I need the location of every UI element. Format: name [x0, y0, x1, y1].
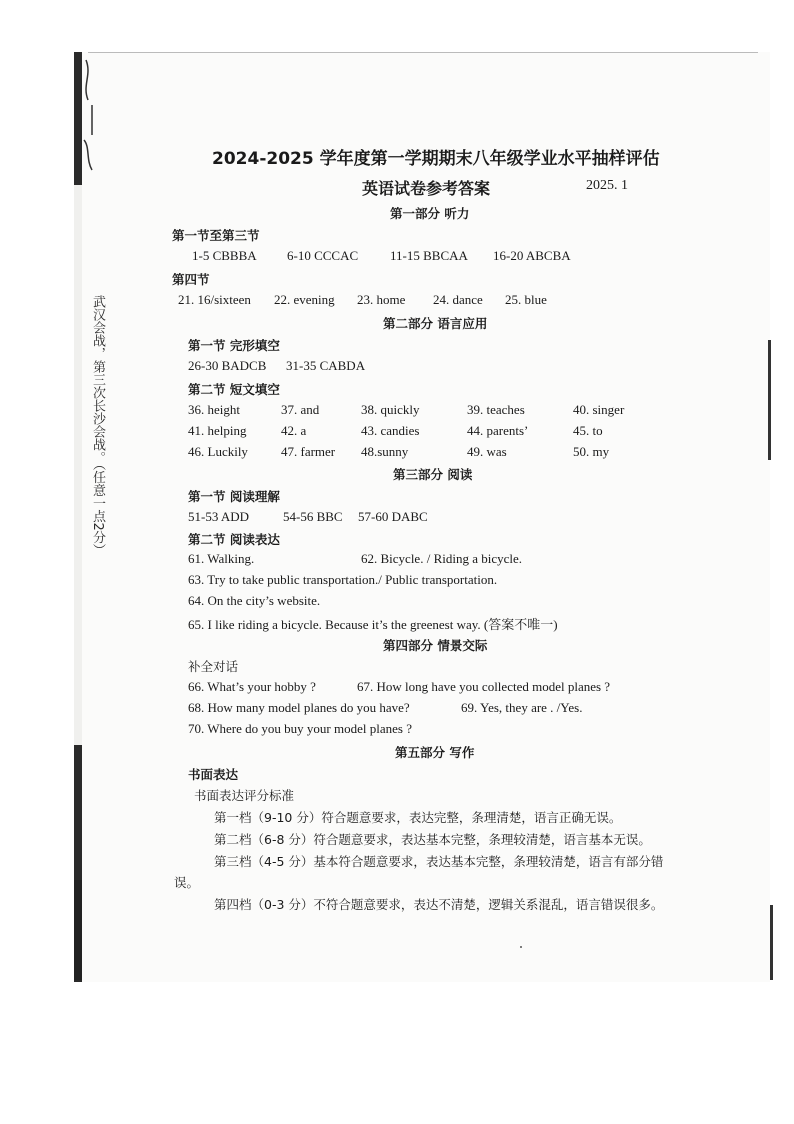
- answer-item: 63. Try to take public transportation./ Public transportation.: [188, 572, 498, 587]
- answer-item: 23. home: [357, 292, 406, 307]
- scan-left-edge-bottom: [74, 880, 82, 980]
- grade-criterion: 第三档（4-5 分）基本符合题意要求，表达基本完整，条理较清楚，语言有部分错: [214, 854, 664, 869]
- page-top-edge: [88, 52, 758, 53]
- answer-item: 49. was: [467, 444, 507, 459]
- part4-section-label: 补全对话: [188, 659, 239, 674]
- part1-heading: 第一部分 听力: [390, 206, 470, 221]
- grade-criterion: 第四档（0-3 分）不符合题意要求，表达不清楚，逻辑关系混乱，语言错误很多。: [214, 897, 664, 912]
- answer-group: 1-5 CBBBA: [192, 248, 257, 263]
- answer-item: 22. evening: [274, 292, 335, 307]
- part1-section4-label: 第四节: [172, 272, 210, 287]
- part5-heading: 第五部分 写作: [395, 745, 475, 760]
- answer-group: 11-15 BBCAA: [390, 248, 468, 263]
- scan-left-edge-light: [74, 185, 82, 745]
- side-bleed-text: 武汉会战，第三次长沙会战。（任意一点2分）: [90, 295, 105, 557]
- part4-heading: 第四部分 情景交际: [383, 638, 488, 653]
- answer-group: 16-20 ABCBA: [493, 248, 571, 263]
- answer-item: 47. farmer: [281, 444, 336, 459]
- answer-item: 43. candies: [361, 423, 420, 438]
- answer-group: 26-30 BADCB: [188, 358, 267, 373]
- answer-item: 48.sunny: [361, 444, 409, 459]
- answer-group: 54-56 BBC: [283, 509, 343, 524]
- part3-section1-label: 第一节 阅读理解: [188, 489, 280, 504]
- grade-criterion-continued: 误。: [174, 875, 200, 890]
- answer-group: 57-60 DABC: [358, 509, 428, 524]
- handwriting-scribble: [78, 55, 108, 175]
- answer-item: 40. singer: [573, 402, 625, 417]
- answer-item: 25. blue: [505, 292, 547, 307]
- part2-section2-label: 第二节 短文填空: [188, 382, 280, 397]
- answer-item: 46. Luckily: [188, 444, 248, 459]
- answer-group: 31-35 CABDA: [286, 358, 366, 373]
- answer-item: 67. How long have you collected model planes ?: [357, 679, 611, 694]
- criteria-title: 书面表达评分标准: [194, 788, 295, 803]
- answer-item: 21. 16/sixteen: [178, 292, 251, 307]
- page-title: 2024-2025 学年度第一学期期末八年级学业水平抽样评估: [212, 149, 660, 169]
- answer-item: 24. dance: [433, 292, 483, 307]
- part2-heading: 第二部分 语言应用: [383, 316, 488, 331]
- part3-heading: 第三部分 阅读: [393, 467, 473, 482]
- part2-section1-label: 第一节 完形填空: [188, 338, 280, 353]
- answer-item: 66. What’s your hobby ?: [188, 679, 316, 694]
- part5-section-label: 书面表达: [188, 767, 239, 782]
- answer-item: 50. my: [573, 444, 610, 459]
- answer-item: 70. Where do you buy your model planes ?: [188, 721, 412, 736]
- answer-item: 41. helping: [188, 423, 247, 438]
- answer-item: 61. Walking.: [188, 551, 255, 566]
- scan-right-edge-bottom: [770, 905, 773, 980]
- answer-group: 51-53 ADD: [188, 509, 250, 524]
- answer-item: 68. How many model planes do you have?: [188, 700, 410, 715]
- answer-item: 65. I like riding a bicycle. Because it’s the greenest way. (答案不唯一): [188, 617, 558, 632]
- answer-item: 64. On the city’s website.: [188, 593, 321, 608]
- answer-item: 45. to: [573, 423, 603, 438]
- grade-criterion: 第二档（6-8 分）符合题意要求，表达基本完整，条理较清楚，语言基本无误。: [214, 832, 651, 847]
- exam-date: 2025. 1: [586, 178, 628, 193]
- answer-item: 42. a: [281, 423, 307, 438]
- answer-item: 62. Bicycle. / Riding a bicycle.: [361, 551, 523, 566]
- answer-item: 38. quickly: [361, 402, 420, 417]
- page-subtitle: 英语试卷参考答案: [362, 179, 491, 198]
- answer-group: 6-10 CCCAC: [287, 248, 359, 263]
- answer-item: 39. teaches: [467, 402, 525, 417]
- grade-criterion: 第一档（9-10 分）符合题意要求，表达完整，条理清楚，语言正确无误。: [214, 810, 622, 825]
- part3-section2-label: 第二节 阅读表达: [188, 532, 280, 547]
- answer-item: 36. height: [188, 402, 240, 417]
- answer-item: 37. and: [281, 402, 320, 417]
- part1-section1-label: 第一节至第三节: [172, 228, 260, 243]
- answer-item: 69. Yes, they are . /Yes.: [461, 700, 583, 715]
- answer-item: 44. parents’: [467, 423, 529, 438]
- scan-right-edge: [768, 340, 771, 460]
- scan-speck: [520, 946, 522, 948]
